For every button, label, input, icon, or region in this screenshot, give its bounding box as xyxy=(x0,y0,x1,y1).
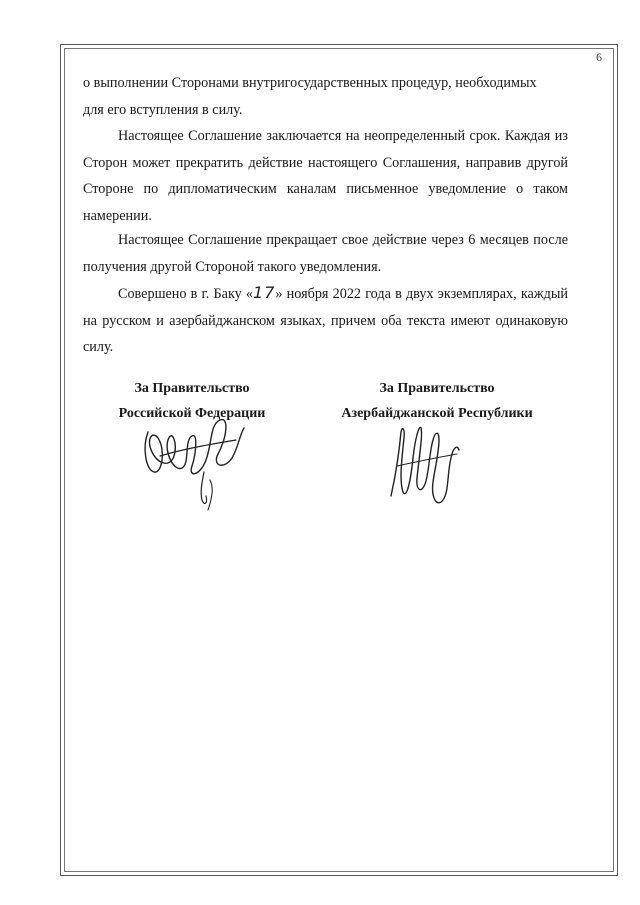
signatory-azerbaijan-line-2: Азербайджанской Республики xyxy=(341,406,533,421)
done-at-suffix: » ноября 2022 года в двух экземплярах, каждый на русском и азербайджанском языках, причем оба текста имеют одинаковую силу. xyxy=(83,286,568,355)
page-number: 6 xyxy=(596,50,602,64)
paragraph-1 xyxy=(83,70,568,123)
signatory-russia-line-1: За Правительство xyxy=(134,381,250,396)
signatory-azerbaijan-line-1: За Правительство xyxy=(379,381,495,396)
paragraph-2-text: Настоящее Соглашение заключается на неопределенный срок. Каждая из Сторон может прекратить действие настоящего Соглашения, направив другой Стороне по дипломатическим каналам письменное уведомление о таком намерении. xyxy=(83,128,568,224)
paragraph-4 xyxy=(83,280,568,361)
signature-azerbaijan xyxy=(385,418,465,513)
paragraph-1-line-2: для его вступления в силу. xyxy=(83,101,243,118)
paragraph-4-text xyxy=(83,280,568,361)
paragraph-2 xyxy=(83,123,568,229)
paragraph-3-text: Настоящее Соглашение прекращает свое действие через 6 месяцев после получения другой Стороной такого уведомления. xyxy=(83,232,568,275)
done-at-prefix: Совершено в г. Баку « xyxy=(118,286,254,302)
paragraph-3 xyxy=(83,227,568,280)
paragraph-1-line-1: о выполнении Сторонами внутригосударственных процедур, необходимых xyxy=(83,75,537,91)
signatory-russia-line-2: Российской Федерации xyxy=(118,406,266,421)
signature-russia xyxy=(140,410,250,515)
handwritten-date-day: 17 xyxy=(253,283,276,302)
